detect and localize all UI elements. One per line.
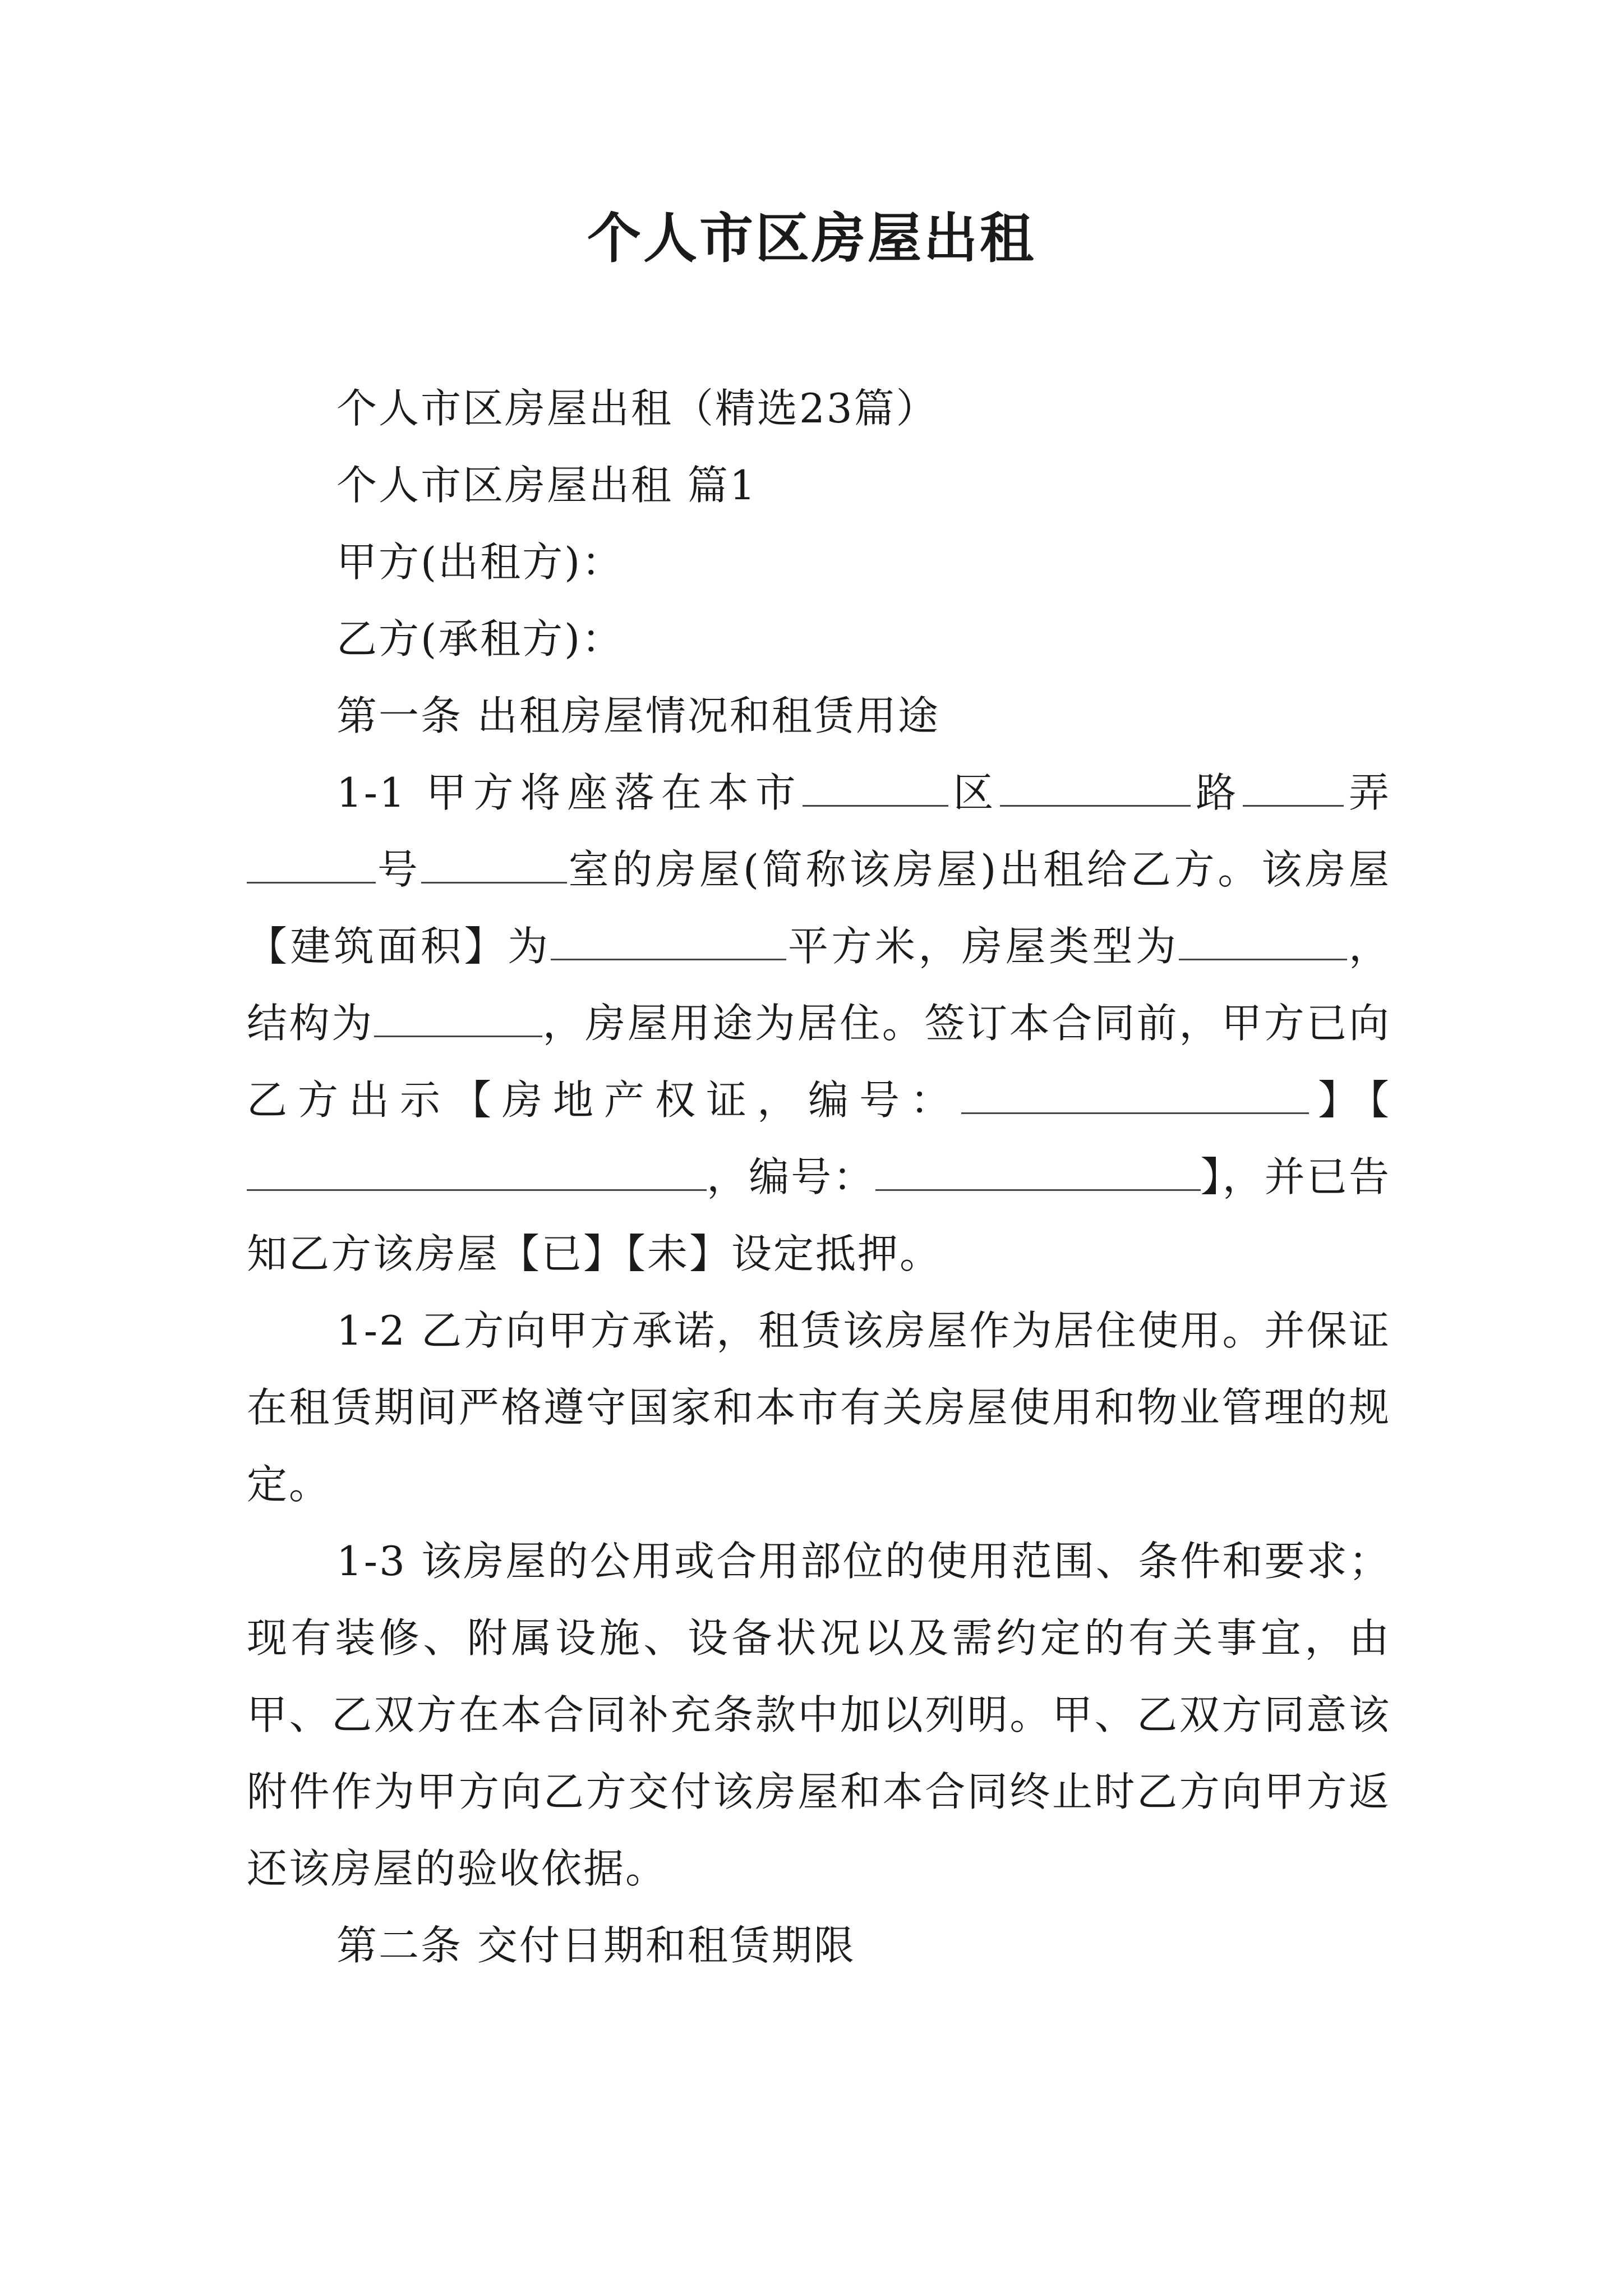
paragraph-party-b: 乙方(承租方)： [336, 615, 624, 662]
clause-text: 平方米，房屋类型为 [786, 923, 1179, 970]
clause-text: 号 [376, 846, 421, 893]
clause-text: 弄 [1344, 769, 1391, 816]
clause-text: ，编号： [707, 1153, 875, 1200]
paragraph-clause-1-3: 1-3 该房屋的公用或合用部位的使用范围、条件和要求；现有装修、附属设施、设备状况以及需约定的有关事宜，由甲、乙双方在本合同补充条款中加以列明。甲、乙双方同意该附件作为甲方向乙方交付该房屋和本合同终止时乙方向甲方返还该房屋的验收依据。 [247, 1538, 1391, 1892]
blank-cert-name [247, 1150, 707, 1191]
paragraph-subtitle: 个人市区房屋出租（精选23篇） [336, 385, 938, 432]
document-title: 个人市区房屋出租 [587, 206, 1036, 270]
blank-cert-number-2 [875, 1150, 1201, 1191]
blank-room [421, 843, 567, 884]
blank-house-type [1179, 919, 1347, 960]
paragraph-article-1-heading: 第一条 出租房屋情况和租赁用途 [336, 692, 940, 739]
blank-road [1000, 766, 1191, 807]
paragraph-party-a: 甲方(出租方)： [336, 539, 624, 586]
paragraph-clause-1-2: 1-2 乙方向甲方承诺，租赁该房屋作为居住使用。并保证在租赁期间严格遵守国家和本市有关房屋使用和物业管理的规定。 [247, 1307, 1391, 1508]
clause-text: 】，并已告知乙方该房屋【已】【未】设定抵押。 [247, 1153, 1391, 1277]
paragraph-section-heading: 个人市区房屋出租 篇1 [336, 462, 757, 509]
document-body [247, 370, 1391, 1984]
blank-lane [1243, 766, 1344, 807]
paragraph-article-2-heading: 第二条 交付日期和租赁期限 [336, 1922, 856, 1969]
blank-cert-number [961, 1073, 1309, 1114]
blank-area [551, 919, 786, 960]
clause-text: 1-1 甲方将座落在本市 [336, 769, 803, 816]
clause-text: 路 [1191, 769, 1243, 816]
blank-district [803, 766, 948, 807]
clause-text: ，结构为 [247, 923, 1391, 1047]
paragraph-clause-1-1 [247, 754, 1391, 1292]
blank-number [247, 843, 376, 884]
blank-structure [374, 996, 542, 1037]
clause-text: ，房屋用途为居住。签订本合同前，甲方已向乙方出示【房地产权证，编号： [247, 1000, 1391, 1124]
clause-text: 】【 [1308, 1076, 1391, 1124]
clause-text: 区 [948, 769, 1000, 816]
clause-text: 室的房屋(简称该房屋)出租给乙方。该房屋【建筑面积】为 [247, 846, 1391, 970]
